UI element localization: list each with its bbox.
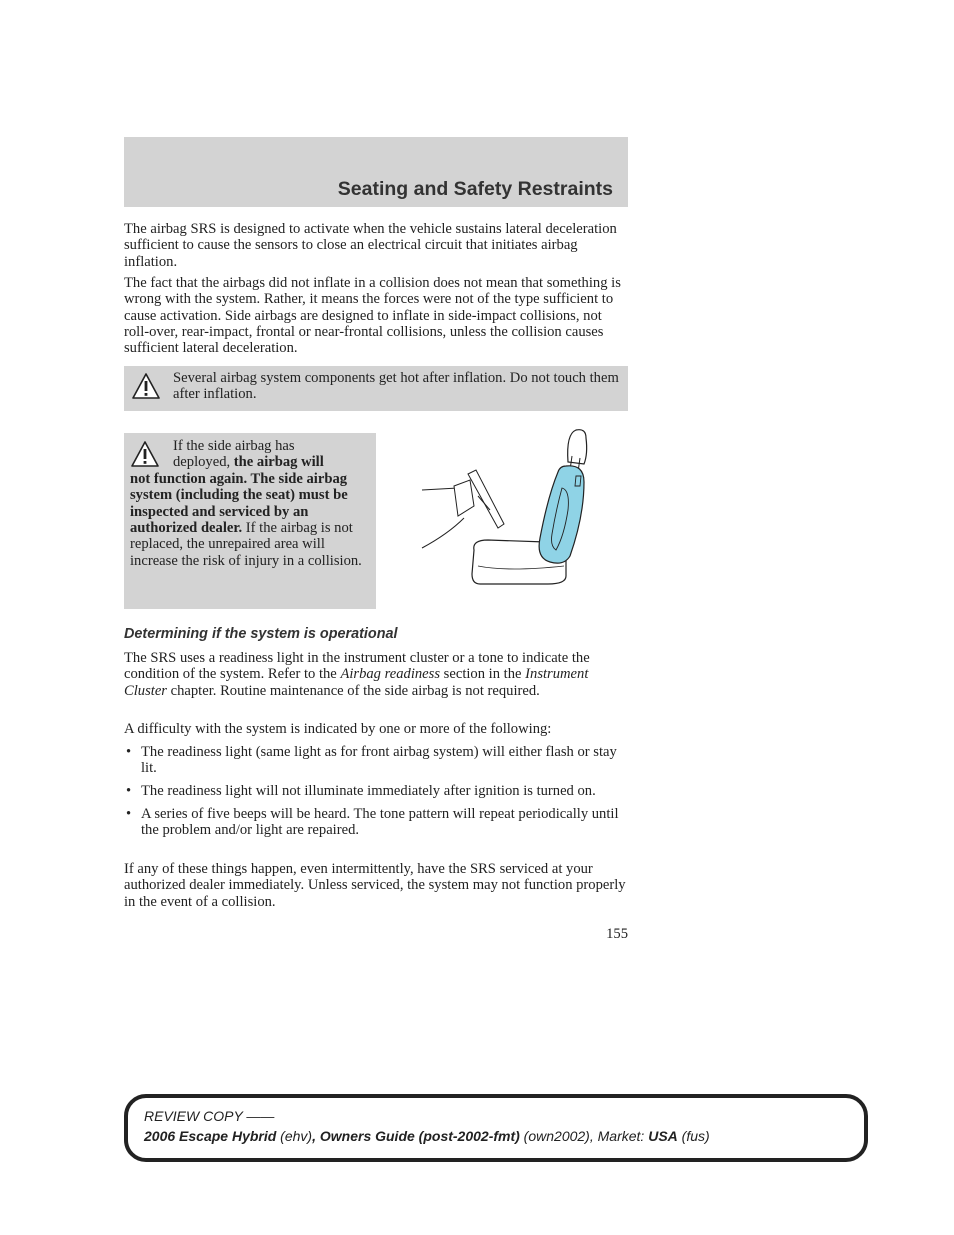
list-item bbox=[124, 744, 630, 777]
list-item bbox=[124, 806, 630, 839]
footer-model-code: (ehv) bbox=[276, 1128, 313, 1144]
warning-triangle-icon bbox=[131, 372, 161, 400]
review-copy-footer bbox=[124, 1094, 868, 1162]
footer-guide: Owners Guide (post-2002-fmt) bbox=[319, 1128, 520, 1144]
warning-box-deployed-airbag bbox=[124, 433, 376, 609]
bullet-text: The readiness light (same light as for front airbag system) will either flash or stay lit. bbox=[141, 744, 617, 777]
p3-italic-airbag-readiness: Airbag readiness bbox=[340, 666, 441, 683]
p3-text-a: The SRS uses a readiness light in the instrument cluster or a tone to indicate the condition of the system. Refer to the bbox=[124, 650, 590, 683]
seat-side-airbag-illustration bbox=[418, 426, 594, 592]
footer-market: USA bbox=[648, 1128, 678, 1144]
bullet-text: The readiness light will not illuminate immediately after ignition is turned on. bbox=[141, 783, 596, 800]
paragraph-activation: The airbag SRS is designed to activate when the vehicle sustains lateral deceleration sufficient to cause the sensors to close an electrical circuit that initiates airbag inflation. bbox=[124, 221, 617, 270]
p3-text-c: chapter. Routine maintenance of the side airbag is not required. bbox=[166, 682, 540, 699]
bullet-dot: • bbox=[126, 744, 132, 760]
warning-line-2 bbox=[130, 454, 370, 470]
section-header-band bbox=[124, 137, 628, 207]
footer-market-code: (fus) bbox=[677, 1128, 710, 1144]
footer-guide-code: (own2002) bbox=[519, 1128, 590, 1144]
warning-normal-text: If the airbag is not replaced, the unrepaired area will increase the risk of injury in a collision. bbox=[130, 520, 362, 569]
footer-document-info bbox=[144, 1128, 710, 1144]
warning-box-hot-components bbox=[124, 366, 628, 411]
subheading-system-operational: Determining if the system is operational bbox=[124, 626, 398, 642]
paragraph-difficulty-intro: A difficulty with the system is indicated by one or more of the following: bbox=[124, 721, 552, 737]
footer-review-copy: REVIEW COPY —— bbox=[144, 1108, 275, 1124]
p3-italic-instrument-cluster: Instrument Cluster bbox=[124, 666, 589, 699]
page-title: Seating and Safety Restraints bbox=[337, 178, 613, 200]
warning-text-hot-components: Several airbag system components get hot after inflation. Do not touch them after inflation. bbox=[173, 370, 619, 403]
page-number: 155 bbox=[606, 926, 628, 942]
footer-sep-1: , bbox=[312, 1128, 320, 1144]
footer-sep-2: , Market: bbox=[589, 1128, 649, 1144]
warning-bold-text: not function again. The side airbag system (including the seat) must be inspected and serviced by an authorized dealer. bbox=[130, 470, 348, 537]
warning-line-2-normal: deployed, bbox=[173, 454, 234, 471]
list-item bbox=[124, 783, 630, 799]
p3-text-b: section in the bbox=[440, 666, 526, 683]
footer-model: 2006 Escape Hybrid bbox=[144, 1128, 277, 1144]
paragraph-readiness-light bbox=[124, 650, 630, 699]
paragraph-non-inflation: The fact that the airbags did not inflate in a collision does not mean that something is wrong with the system. Rather, it means the forces were not of the type sufficient to cause activation. Side airbags are designed to inflate in side-impact collisions, not roll-over, rear-impact, frontal or near-frontal collisions, unless the collision causes sufficient lateral deceleration. bbox=[124, 275, 621, 357]
bullet-dot: • bbox=[126, 805, 132, 822]
warning-line-2-bold: the airbag will bbox=[233, 454, 324, 471]
warning-text-deployed-airbag bbox=[130, 438, 370, 569]
paragraph-service-advice: If any of these things happen, even intermittently, have the SRS serviced at your authorized dealer immediately. Unless serviced, the system may not function properly in the event of a collision. bbox=[124, 861, 626, 910]
bullet-text: A series of five beeps will be heard. The tone pattern will repeat periodically until the problem and/or light are repaired. bbox=[141, 805, 619, 839]
warning-line-1: If the side airbag has bbox=[173, 438, 295, 454]
difficulty-bullet-list bbox=[124, 744, 630, 845]
bullet-dot: • bbox=[126, 783, 132, 800]
